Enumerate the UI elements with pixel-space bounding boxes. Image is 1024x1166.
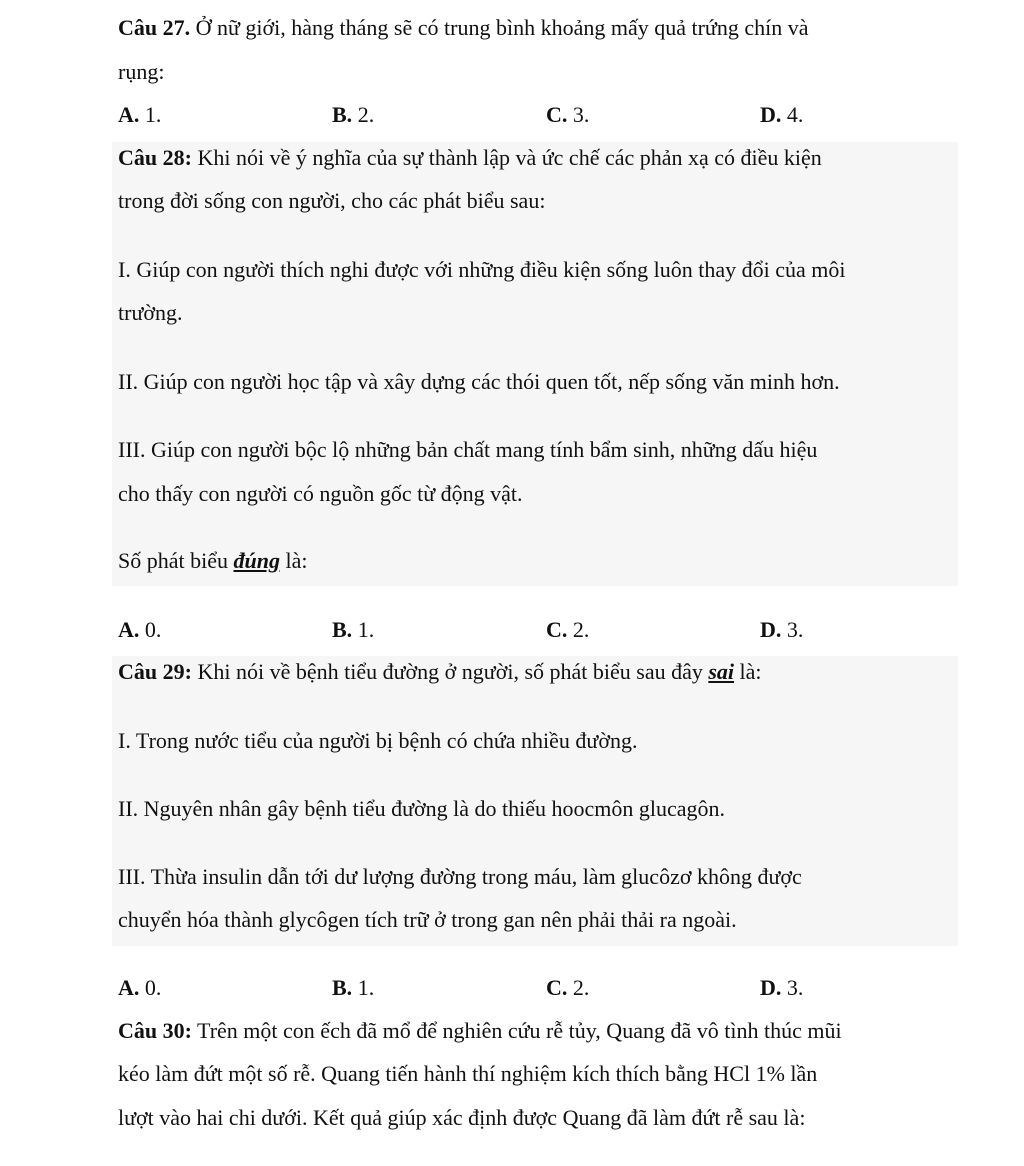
q30-line3: lượt vào hai chi dưới. Kết quả giúp xác định được Quang đã làm đứt rễ sau là:	[118, 1105, 806, 1130]
q28-statement-3a: III. Giúp con người bộc lộ những bản chất mang tính bẩm sinh, những dấu hiệu	[118, 437, 818, 462]
q27-option-d: D. 4.	[760, 102, 804, 127]
q27-label: Câu 27.	[118, 15, 191, 40]
q29-option-b: B. 1.	[332, 975, 375, 1000]
q28-statement-2: II. Giúp con người học tập và xây dựng các thói quen tốt, nếp sống văn minh hơn.	[118, 369, 840, 394]
q29-option-d: D. 3.	[760, 975, 804, 1000]
q27-line2: rụng:	[118, 59, 165, 84]
q28-label: Câu 28:	[118, 145, 192, 170]
q29-option-c: C. 2.	[546, 975, 590, 1000]
q29-statement-3a: III. Thừa insulin dẫn tới dư lượng đường trong máu, làm glucôzơ không được	[118, 864, 802, 889]
q29-line1: Câu 29: Khi nói về bệnh tiểu đường ở người, số phát biểu sau đây sai là:	[118, 659, 762, 684]
q30-line2: kéo làm đứt một số rễ. Quang tiến hành thí nghiệm kích thích bằng HCl 1% lần	[118, 1061, 818, 1086]
q29-emphasis: sai	[708, 659, 735, 684]
q29-option-a: A. 0.	[118, 975, 162, 1000]
q28-ask: Số phát biểu đúng là:	[118, 548, 308, 573]
q27-option-b: B. 2.	[332, 102, 375, 127]
q27-option-c: C. 3.	[546, 102, 590, 127]
q28-statement-1a: I. Giúp con người thích nghi được với những điều kiện sống luôn thay đổi của môi	[118, 257, 846, 282]
q27-option-a: A. 1.	[118, 102, 162, 127]
q28-option-d: D. 3.	[760, 617, 804, 642]
q29-statement-1: I. Trong nước tiểu của người bị bệnh có chứa nhiều đường.	[118, 728, 638, 753]
q28-statement-1b: trường.	[118, 300, 183, 325]
q28-option-a: A. 0.	[118, 617, 162, 642]
q27-text: Ở nữ giới, hàng tháng sẽ có trung bình khoảng mấy quả trứng chín và	[190, 15, 809, 40]
q30-line1	[118, 1017, 842, 1045]
q30-label: Câu 30:	[118, 1018, 192, 1043]
q28-emphasis: đúng	[233, 548, 280, 573]
q27-line1	[118, 14, 809, 42]
q29-label: Câu 29:	[118, 659, 192, 684]
q28-line2: trong đời sống con người, cho các phát biểu sau:	[118, 188, 546, 213]
q28-text: Khi nói về ý nghĩa của sự thành lập và ức chế các phản xạ có điều kiện	[191, 145, 822, 170]
q29-statement-2: II. Nguyên nhân gây bệnh tiểu đường là do thiếu hoocmôn glucagôn.	[118, 796, 726, 821]
q28-option-b: B. 1.	[332, 617, 375, 642]
q28-statement-3b: cho thấy con người có nguồn gốc từ động vật.	[118, 481, 523, 506]
q28-line1	[118, 144, 822, 172]
q29-statement-3b: chuyển hóa thành glycôgen tích trữ ở trong gan nên phải thải ra ngoài.	[118, 907, 737, 932]
q28-option-c: C. 2.	[546, 617, 590, 642]
q30-text: Trên một con ếch đã mổ để nghiên cứu rễ tủy, Quang đã vô tình thúc mũi	[191, 1018, 842, 1043]
